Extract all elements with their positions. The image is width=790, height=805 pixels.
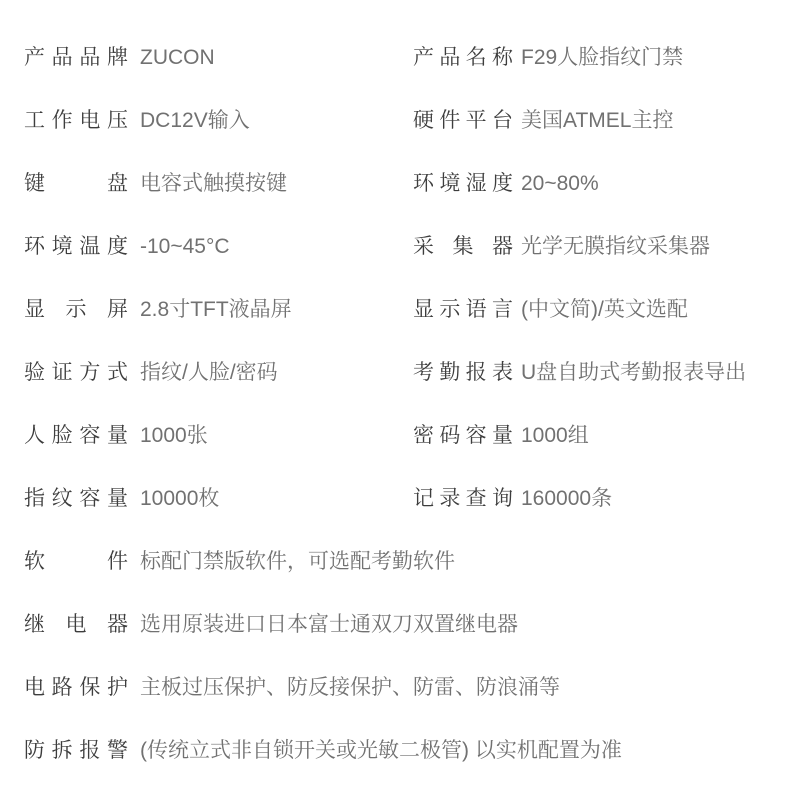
- spec-row-language: [413, 278, 766, 341]
- spec-label-temperature: 环境温度: [24, 235, 128, 258]
- spec-row-face-capacity: [24, 404, 413, 467]
- spec-label-relay: 继电器: [24, 613, 128, 636]
- spec-value-relay: 选用原装进口日本富士通双刀双置继电器: [140, 613, 518, 636]
- spec-value-password-capacity: 1000组: [521, 424, 589, 447]
- spec-value-display: 2.8寸TFT液晶屏: [140, 298, 292, 321]
- spec-row-fingerprint-capacity: [24, 467, 413, 530]
- spec-label-keypad: 键盘: [24, 172, 128, 195]
- spec-row-attendance-report: [413, 341, 766, 404]
- spec-value-hardware-platform: 美国ATMEL主控: [521, 109, 674, 132]
- spec-label-hardware-platform: 硬件平台: [413, 109, 513, 132]
- spec-row-verification: [24, 341, 413, 404]
- spec-label-circuit-protection: 电路保护: [24, 676, 128, 699]
- spec-row-keypad: [24, 152, 413, 215]
- spec-value-brand: ZUCON: [140, 46, 215, 69]
- spec-value-verification: 指纹/人脸/密码: [140, 361, 278, 384]
- spec-value-fingerprint-capacity: 10000枚: [140, 487, 220, 510]
- spec-row-password-capacity: [413, 404, 766, 467]
- spec-row-brand: [24, 26, 413, 89]
- spec-value-face-capacity: 1000张: [140, 424, 208, 447]
- spec-value-tamper-alarm: (传统立式非自锁开关或光敏二极管) 以实机配置为准: [140, 739, 622, 762]
- spec-row-circuit-protection: [24, 656, 766, 719]
- spec-label-verification: 验证方式: [24, 361, 128, 384]
- spec-row-humidity: [413, 152, 766, 215]
- spec-label-record-query: 记录查询: [413, 487, 513, 510]
- spec-row-relay: [24, 593, 766, 656]
- spec-label-voltage: 工作电压: [24, 109, 128, 132]
- spec-label-fingerprint-capacity: 指纹容量: [24, 487, 128, 510]
- spec-grid: [24, 26, 766, 782]
- spec-row-product-name: [413, 26, 766, 89]
- spec-value-voltage: DC12V输入: [140, 109, 250, 132]
- spec-label-software: 软件: [24, 550, 128, 573]
- spec-row-voltage: [24, 89, 413, 152]
- spec-label-sensor: 采集器: [413, 235, 513, 258]
- spec-value-keypad: 电容式触摸按键: [140, 172, 287, 195]
- spec-row-tamper-alarm: [24, 719, 766, 782]
- spec-label-language: 显示语言: [413, 298, 513, 321]
- spec-row-sensor: [413, 215, 766, 278]
- spec-label-product-name: 产品名称: [413, 46, 513, 69]
- spec-label-humidity: 环境湿度: [413, 172, 513, 195]
- spec-label-face-capacity: 人脸容量: [24, 424, 128, 447]
- spec-value-product-name: F29人脸指纹门禁: [521, 46, 684, 69]
- spec-value-attendance-report: U盘自助式考勤报表导出: [521, 361, 747, 384]
- spec-label-display: 显示屏: [24, 298, 128, 321]
- spec-label-password-capacity: 密码容量: [413, 424, 513, 447]
- spec-row-display: [24, 278, 413, 341]
- spec-label-brand: 产品品牌: [24, 46, 128, 69]
- spec-value-record-query: 160000条: [521, 487, 613, 510]
- spec-value-circuit-protection: 主板过压保护、防反接保护、防雷、防浪涌等: [140, 676, 560, 699]
- spec-row-hardware-platform: [413, 89, 766, 152]
- spec-label-attendance-report: 考勤报表: [413, 361, 513, 384]
- spec-row-temperature: [24, 215, 413, 278]
- spec-value-temperature: -10~45°C: [140, 235, 230, 258]
- spec-row-record-query: [413, 467, 766, 530]
- spec-value-humidity: 20~80%: [521, 172, 599, 195]
- spec-value-language: (中文简)/英文选配: [521, 298, 688, 321]
- spec-value-sensor: 光学无膜指纹采集器: [521, 235, 710, 258]
- spec-row-software: [24, 530, 766, 593]
- spec-label-tamper-alarm: 防拆报警: [24, 739, 128, 762]
- spec-value-software: 标配门禁版软件，可选配考勤软件: [140, 550, 455, 573]
